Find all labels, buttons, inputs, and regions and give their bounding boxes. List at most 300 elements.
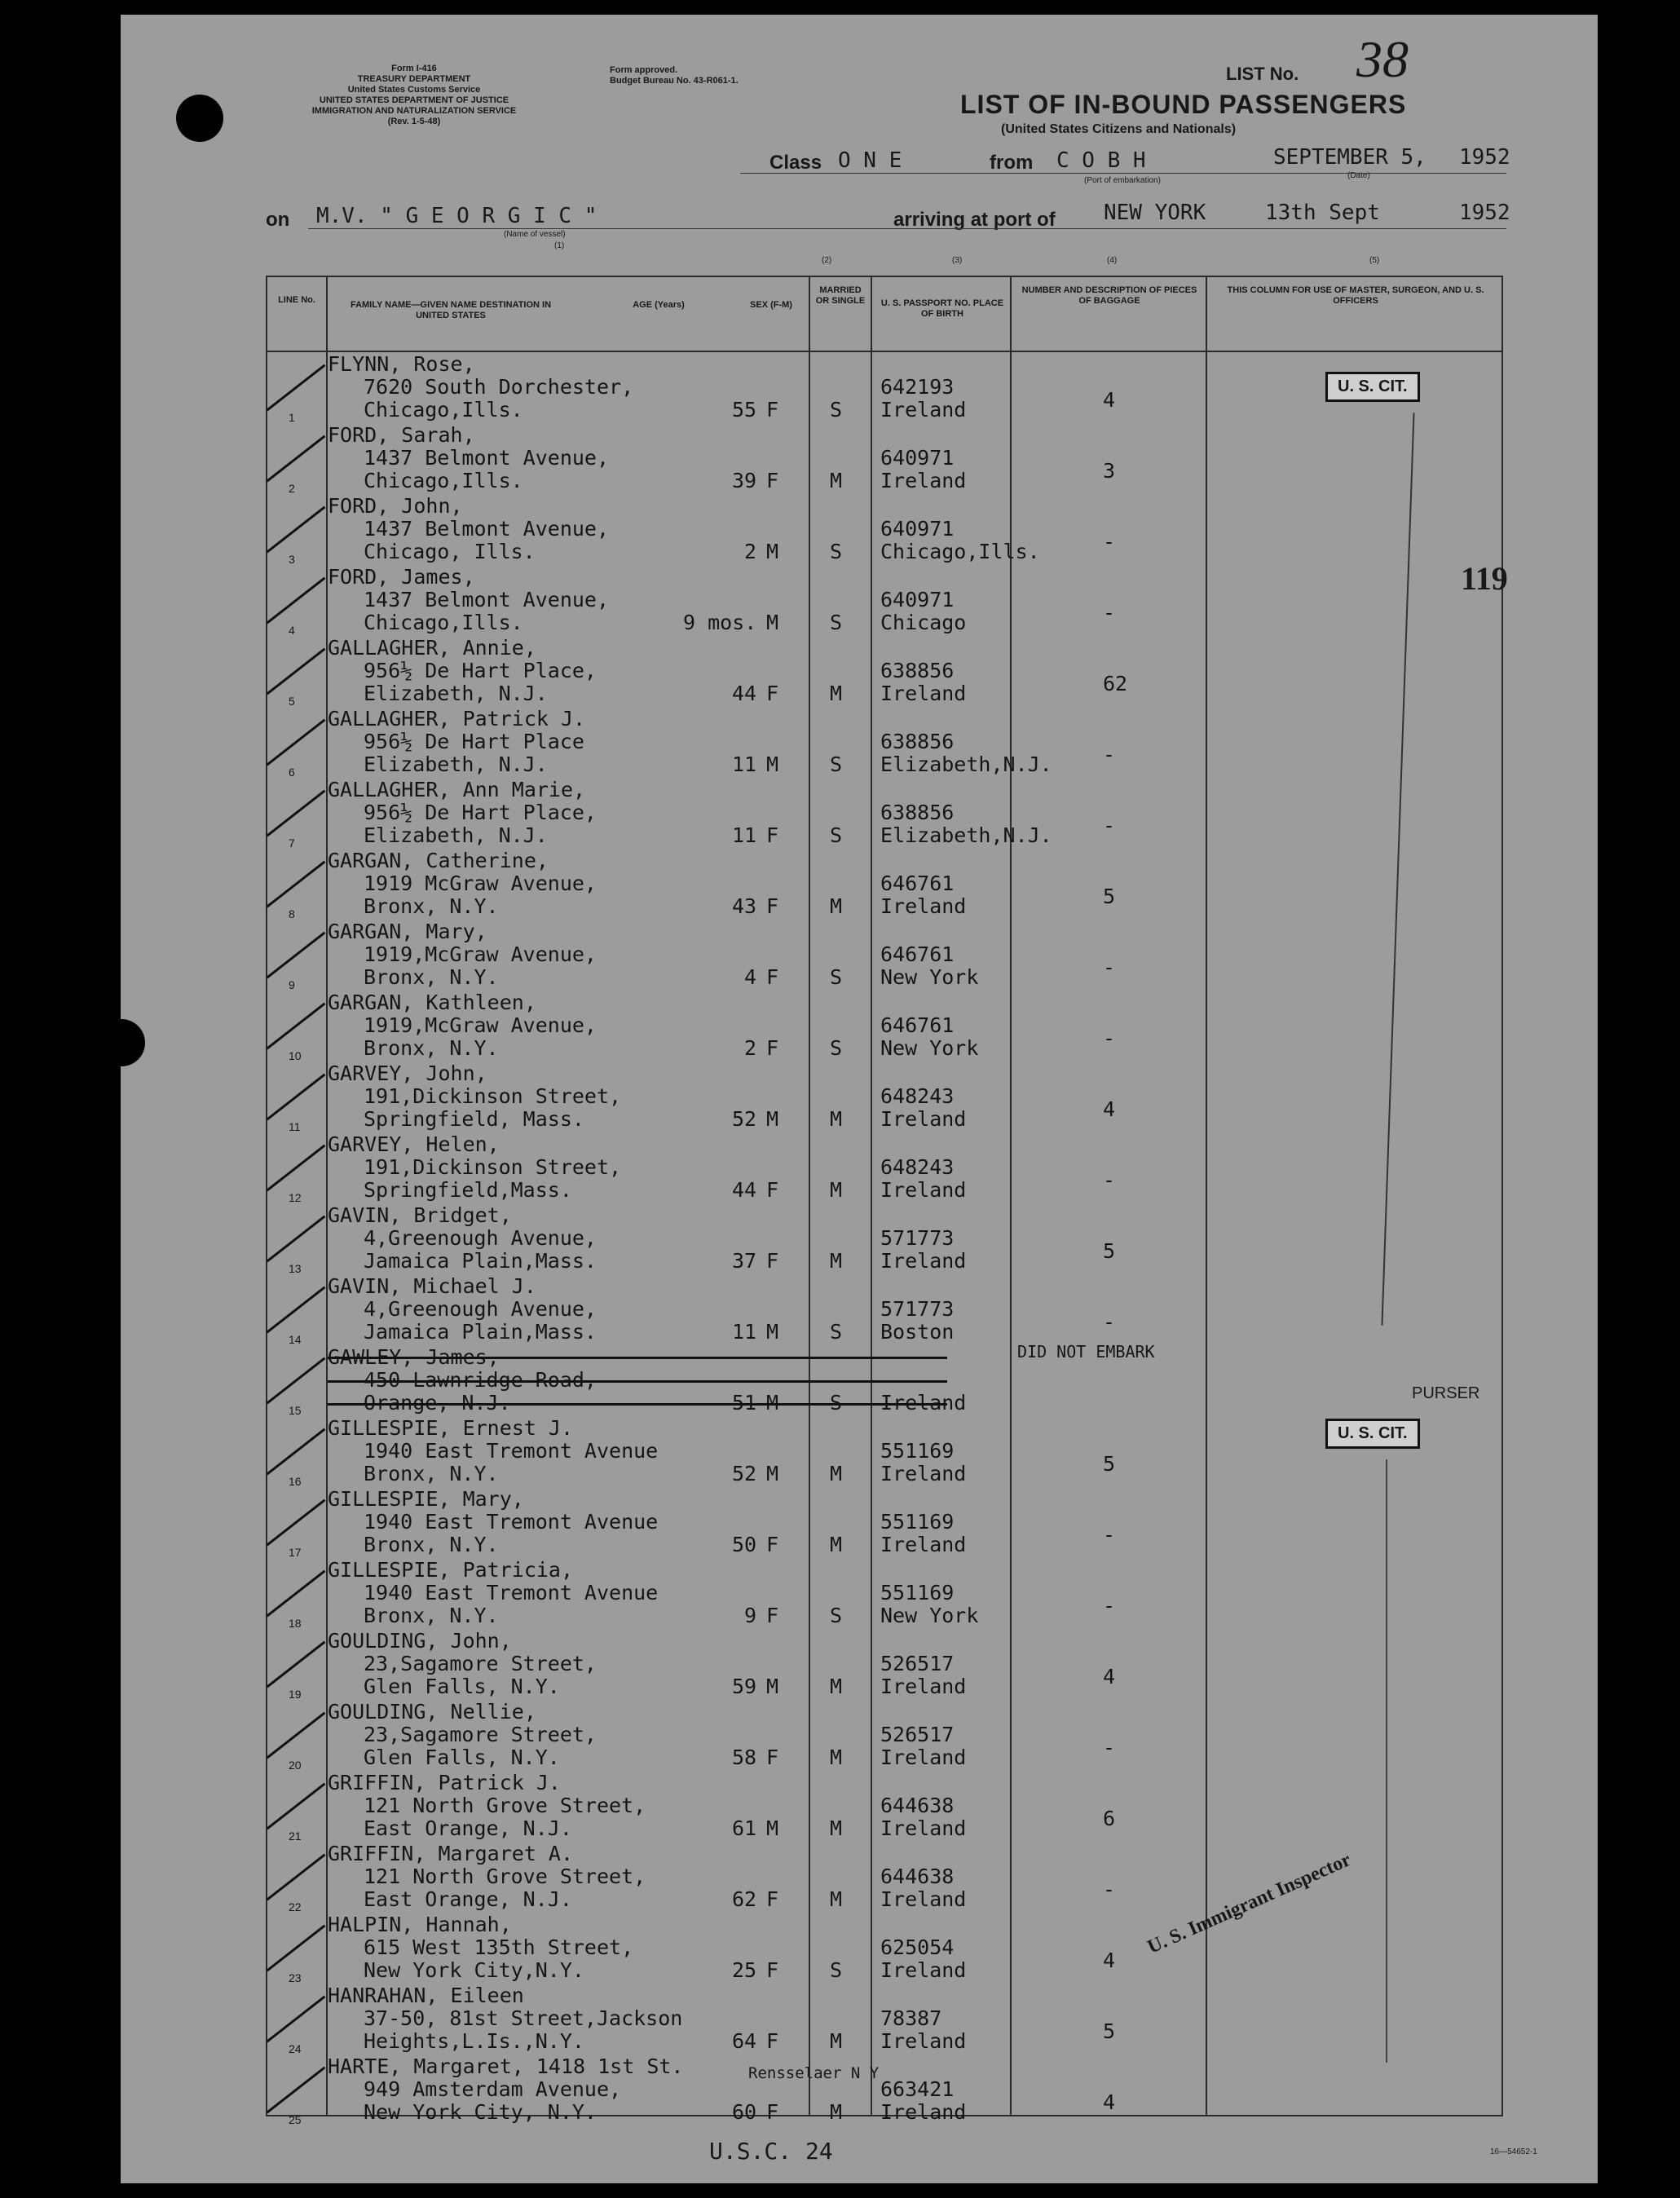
passenger-name: GOULDING, Nellie, (328, 1700, 536, 1724)
purser-label: PURSER (1412, 1384, 1480, 1402)
header-officers: THIS COLUMN FOR USE OF MASTER, SURGEON, AND U. S. OFFICERS (1227, 285, 1484, 306)
table-row (267, 2055, 1505, 2125)
departure-year: 1952 (1459, 145, 1510, 170)
footer-code: U.S.C. 24 (709, 2138, 833, 2165)
passenger-age: 9 mos. (683, 611, 757, 634)
baggage-count: 4 (1103, 2090, 1116, 2114)
place-of-birth: Ireland (880, 469, 967, 492)
list-number: 38 (1356, 30, 1409, 88)
line-number: 5 (289, 695, 295, 708)
table-row (267, 1487, 1505, 1558)
place-of-birth: Boston (880, 1320, 955, 1344)
line-number: 21 (289, 1829, 302, 1843)
passenger-city: New York City, N.Y. (364, 2100, 597, 2124)
passenger-name: HARTE, Margaret, 1418 1st St. (328, 2055, 684, 2078)
passenger-city: Jamaica Plain,Mass. (364, 1320, 597, 1344)
passenger-sex: F (766, 965, 779, 989)
vessel-line-rule (308, 228, 1506, 229)
line-number: 20 (289, 1759, 302, 1772)
table-row (267, 1984, 1505, 2055)
check-mark (267, 1216, 326, 1263)
passenger-name: FORD, James, (328, 565, 475, 589)
header-passport: U. S. PASSPORT NO. PLACE OF BIRTH (880, 298, 1004, 319)
baggage-count: - (1103, 530, 1116, 554)
form-revision: (Rev. 1-5-48) (387, 117, 441, 126)
passport-number: 640971 (880, 446, 955, 470)
place-of-birth: New York (880, 965, 979, 989)
passenger-sex: F (766, 894, 779, 918)
baggage-count: - (1103, 743, 1116, 766)
table-row (267, 1416, 1505, 1487)
line-number: 18 (289, 1617, 302, 1630)
marital-status: M (830, 1887, 843, 1911)
place-of-birth: Ireland (880, 1249, 967, 1273)
passenger-city: Bronx, N.Y. (364, 894, 499, 918)
passenger-address: 1940 East Tremont Avenue (364, 1439, 659, 1463)
line-number: 24 (289, 2042, 302, 2055)
passenger-city: Glen Falls, N.Y. (364, 1675, 560, 1698)
marital-status: M (830, 1462, 843, 1485)
place-of-birth: Ireland (880, 894, 967, 918)
place-of-birth: Ireland (880, 1462, 967, 1485)
check-mark (267, 506, 326, 554)
port-of-embarkation: C O B H (1056, 148, 1146, 173)
passenger-name: GALLAGHER, Annie, (328, 636, 536, 660)
passenger-sex: F (766, 2029, 779, 2053)
place-of-birth: Chicago (880, 611, 967, 634)
line-number: 16 (289, 1475, 302, 1488)
table-row (267, 423, 1505, 494)
header-line-no: LINE No. (278, 295, 315, 305)
on-label: on (266, 209, 290, 231)
baggage-count: 5 (1103, 1452, 1116, 1476)
check-mark (267, 790, 326, 837)
marital-status: M (830, 1675, 843, 1698)
passenger-sex: M (766, 1462, 779, 1485)
passenger-age: 59 (732, 1675, 757, 1698)
passenger-city: Bronx, N.Y. (364, 1604, 499, 1627)
passenger-address: 1919,McGraw Avenue, (364, 1013, 597, 1037)
passenger-name: HALPIN, Hannah, (328, 1913, 512, 1936)
baggage-count: DID NOT EMBARK (1017, 1342, 1155, 1362)
passenger-sex: M (766, 1107, 779, 1131)
passenger-count: 119 (1461, 560, 1508, 597)
passenger-age: 50 (732, 1533, 757, 1556)
place-of-birth: Ireland (880, 398, 967, 422)
passenger-city: Elizabeth, N.J. (364, 753, 548, 776)
baggage-count: 4 (1103, 1949, 1116, 1972)
passenger-city: Chicago,Ills. (364, 611, 523, 634)
passenger-address: 1919,McGraw Avenue, (364, 942, 597, 966)
passenger-age: 61 (732, 1816, 757, 1840)
line-number: 10 (289, 1049, 302, 1062)
line-number: 2 (289, 482, 295, 495)
treasury-department: TREASURY DEPARTMENT (357, 74, 471, 84)
passenger-name: GARVEY, John, (328, 1061, 487, 1085)
check-mark (267, 861, 326, 908)
table-row (267, 1558, 1505, 1629)
passenger-address: 615 West 135th Street, (364, 1935, 634, 1959)
passenger-address: 1940 East Tremont Avenue (364, 1510, 659, 1534)
passenger-address: 4,Greenough Avenue, (364, 1226, 597, 1250)
line-number: 22 (289, 1900, 302, 1913)
check-mark (267, 1854, 326, 1901)
marital-status: S (830, 753, 843, 776)
place-of-birth: Chicago,Ills. (880, 540, 1040, 563)
marital-status: M (830, 682, 843, 705)
passenger-age: 4 (744, 965, 757, 989)
header-sex: SEX (F-M) (750, 300, 792, 310)
baggage-count: 5 (1103, 885, 1116, 908)
check-mark (267, 1428, 326, 1476)
form-approval (610, 65, 739, 86)
check-mark (267, 1996, 326, 2043)
passenger-sex: M (766, 1675, 779, 1698)
check-mark (267, 932, 326, 979)
marital-status: S (830, 1320, 843, 1344)
stamp-line (1386, 1459, 1387, 2063)
citizen-stamp: U. S. CIT. (1325, 372, 1420, 402)
place-of-birth: Ireland (880, 682, 967, 705)
baggage-count: 3 (1103, 459, 1116, 483)
passport-number: 644638 (880, 1794, 955, 1817)
page-subtitle: (United States Citizens and Nationals) (1001, 122, 1237, 136)
form-code: 16—54652-1 (1490, 2147, 1537, 2156)
passenger-sex: M (766, 1320, 779, 1344)
passenger-sex: F (766, 1533, 779, 1556)
line-number: 11 (289, 1120, 301, 1133)
port-caption: (Port of embarkation) (1084, 176, 1161, 185)
marital-status: M (830, 894, 843, 918)
passport-number: 571773 (880, 1297, 955, 1321)
citizen-stamp: U. S. CIT. (1325, 1419, 1420, 1449)
passenger-age: 58 (732, 1746, 757, 1769)
place-of-birth: Ireland (880, 2100, 967, 2124)
passenger-age: 37 (732, 1249, 757, 1273)
check-mark (267, 364, 326, 412)
marital-status: M (830, 1533, 843, 1556)
passenger-age: 39 (732, 469, 757, 492)
passenger-age: 60 (732, 2100, 757, 2124)
line-number: 17 (289, 1546, 302, 1559)
line-number: 3 (289, 553, 295, 566)
passenger-city: Bronx, N.Y. (364, 965, 499, 989)
passenger-sex: F (766, 1249, 779, 1273)
baggage-count: - (1103, 814, 1116, 837)
class-line-rule (740, 173, 1506, 174)
passenger-address: 191,Dickinson Street, (364, 1155, 622, 1179)
immigrant-inspector-stamp: U. S. Immigrant Inspector (1144, 1849, 1355, 1958)
passenger-age: 52 (732, 1107, 757, 1131)
baggage-count: - (1103, 1736, 1116, 1759)
justice-department: UNITED STATES DEPARTMENT OF JUSTICE (319, 95, 509, 105)
passport-number: 571773 (880, 1226, 955, 1250)
table-row (267, 1132, 1505, 1203)
table-row (267, 636, 1505, 707)
class-value: O N E (838, 148, 902, 173)
punch-hole (176, 95, 223, 142)
check-mark (267, 577, 326, 625)
passenger-sex: F (766, 1958, 779, 1982)
passenger-name: GARGAN, Mary, (328, 920, 487, 943)
check-mark (267, 1712, 326, 1759)
column-1-number: (1) (554, 241, 565, 250)
date-caption: (Date) (1347, 171, 1370, 180)
passenger-address: 4,Greenough Avenue, (364, 1297, 597, 1321)
check-mark (267, 1357, 326, 1405)
passenger-sex: F (766, 1178, 779, 1202)
place-of-birth: Ireland (880, 1391, 967, 1415)
passenger-name: GARGAN, Kathleen, (328, 991, 536, 1014)
passenger-sex: F (766, 1604, 779, 1627)
passenger-city: Heights,L.Is.,N.Y. (364, 2029, 584, 2053)
passport-number: 551169 (880, 1439, 955, 1463)
rensselaer-note: Rensselaer N Y (748, 2064, 880, 2082)
passenger-address: 1437 Belmont Avenue, (364, 446, 610, 470)
passport-number: 526517 (880, 1723, 955, 1746)
passenger-sex: F (766, 2100, 779, 2124)
header-baggage: NUMBER AND DESCRIPTION OF PIECES OF BAGGAGE (1021, 285, 1197, 306)
table-row (267, 494, 1505, 565)
passenger-sex: F (766, 682, 779, 705)
header-age: AGE (Years) (633, 300, 685, 310)
check-mark (267, 1287, 326, 1334)
baggage-count: - (1103, 1168, 1116, 1192)
marital-status: M (830, 1746, 843, 1769)
line-number: 6 (289, 766, 295, 779)
form-header-left (292, 64, 536, 127)
baggage-count: - (1103, 1310, 1116, 1334)
baggage-count: 4 (1103, 1665, 1116, 1688)
line-number: 19 (289, 1688, 302, 1701)
passport-number: 526517 (880, 1652, 955, 1675)
passenger-city: East Orange, N.J. (364, 1816, 572, 1840)
line-number: 13 (289, 1262, 302, 1275)
arrival-year: 1952 (1459, 201, 1510, 225)
arriving-label: arriving at port of (893, 209, 1056, 231)
marital-status: S (830, 965, 843, 989)
passenger-sex: F (766, 1746, 779, 1769)
passport-number: 625054 (880, 1935, 955, 1959)
marital-status: S (830, 398, 843, 422)
place-of-birth: Ireland (880, 1958, 967, 1982)
check-mark (267, 1499, 326, 1547)
strike-through (328, 1357, 947, 1359)
table-row (267, 1771, 1505, 1842)
baggage-count: - (1103, 1594, 1116, 1618)
passenger-sex: M (766, 1816, 779, 1840)
passenger-city: Bronx, N.Y. (364, 1533, 499, 1556)
passport-number: 644638 (880, 1865, 955, 1888)
marital-status: M (830, 2100, 843, 2124)
marital-status: M (830, 1249, 843, 1273)
check-mark (267, 2067, 326, 2114)
passenger-city: Bronx, N.Y. (364, 1036, 499, 1060)
baggage-count: 6 (1103, 1807, 1116, 1830)
header-married: MARRIED OR SINGLE (815, 285, 866, 306)
column-5-number: (5) (1369, 256, 1380, 265)
table-row (267, 1913, 1505, 1984)
check-mark (267, 1003, 326, 1050)
arrival-port: NEW YORK (1104, 201, 1206, 225)
passenger-city: Elizabeth, N.J. (364, 682, 548, 705)
baggage-count: 5 (1103, 1239, 1116, 1263)
header-name: FAMILY NAME—GIVEN NAME DESTINATION IN UNITED STATES (350, 300, 552, 320)
place-of-birth: New York (880, 1604, 979, 1627)
passport-number: 640971 (880, 517, 955, 541)
passenger-name: GAWLEY, James, (328, 1345, 500, 1369)
line-number: 1 (289, 411, 295, 424)
passenger-age: 43 (732, 894, 757, 918)
passenger-age: 2 (744, 540, 757, 563)
check-mark (267, 1783, 326, 1830)
baggage-count: 62 (1103, 672, 1128, 695)
passenger-address: 1940 East Tremont Avenue (364, 1581, 659, 1604)
place-of-birth: New York (880, 1036, 979, 1060)
from-label: from (990, 152, 1034, 174)
passenger-sex: M (766, 1391, 779, 1415)
strike-through (328, 1380, 947, 1383)
table-row (267, 1342, 1505, 1417)
passenger-age: 44 (732, 1178, 757, 1202)
passenger-city: Chicago,Ills. (364, 469, 523, 492)
passport-number: 642193 (880, 375, 955, 399)
baggage-count: - (1103, 956, 1116, 979)
passenger-age: 11 (732, 1320, 757, 1344)
passenger-age: 51 (732, 1391, 757, 1415)
vessel-caption: (Name of vessel) (504, 230, 566, 239)
passenger-age: 62 (732, 1887, 757, 1911)
passenger-age: 11 (732, 753, 757, 776)
line-number: 7 (289, 836, 295, 850)
passenger-name: GALLAGHER, Ann Marie, (328, 778, 586, 801)
departure-date: SEPTEMBER 5, (1273, 145, 1426, 170)
document-sheet (121, 15, 1598, 2183)
passenger-name: FLYNN, Rose, (328, 352, 475, 376)
line-number: 14 (289, 1333, 302, 1346)
passenger-name: HANRAHAN, Eileen (328, 1984, 524, 2007)
line-number: 15 (289, 1404, 302, 1417)
marital-status: S (830, 823, 843, 847)
passenger-address: 956½ De Hart Place, (364, 801, 597, 824)
baggage-count: - (1103, 1878, 1116, 1901)
line-number: 8 (289, 907, 295, 920)
baggage-count: - (1103, 1026, 1116, 1050)
passenger-sex: F (766, 823, 779, 847)
marital-status: S (830, 1604, 843, 1627)
form-approved: Form approved. (610, 65, 678, 75)
passenger-table (266, 276, 1503, 2126)
passenger-name: GILLESPIE, Patricia, (328, 1558, 574, 1582)
passenger-name: GAVIN, Bridget, (328, 1203, 512, 1227)
check-mark (267, 1925, 326, 1972)
table-row (267, 1203, 1505, 1274)
passenger-sex: M (766, 753, 779, 776)
marital-status: S (830, 1391, 843, 1415)
passenger-name: GOULDING, John, (328, 1629, 512, 1653)
check-mark (267, 1570, 326, 1618)
passport-number: 640971 (880, 588, 955, 611)
place-of-birth: Ireland (880, 1107, 967, 1131)
passenger-address: 450 Lawnridge Road, (364, 1368, 597, 1392)
table-row (267, 1700, 1505, 1771)
passenger-city: Springfield,Mass. (364, 1178, 572, 1202)
marital-status: M (830, 1107, 843, 1131)
passenger-name: GRIFFIN, Margaret A. (328, 1842, 574, 1865)
passenger-address: 37-50, 81st Street,Jackson (364, 2006, 683, 2030)
place-of-birth: Ireland (880, 1533, 967, 1556)
table-row (267, 565, 1505, 636)
line-number: 4 (289, 624, 295, 637)
place-of-birth: Ireland (880, 1675, 967, 1698)
passenger-city: Springfield, Mass. (364, 1107, 584, 1131)
vessel-name: M.V. " G E O R G I C " (316, 204, 597, 228)
line-number: 23 (289, 1971, 302, 1984)
class-label: Class (769, 152, 822, 174)
budget-bureau: Budget Bureau No. 43-R061-1. (610, 76, 739, 86)
passenger-city: Chicago, Ills. (364, 540, 536, 563)
passenger-name: GALLAGHER, Patrick J. (328, 707, 586, 730)
check-mark (267, 648, 326, 695)
check-mark (267, 1074, 326, 1121)
check-mark (267, 719, 326, 766)
punch-hole (98, 1019, 145, 1066)
place-of-birth: Elizabeth,N.J. (880, 753, 1052, 776)
line-number: 25 (289, 2113, 302, 2126)
form-number: Form I-416 (391, 64, 437, 73)
passenger-city: Chicago,Ills. (364, 398, 523, 422)
passport-number: 648243 (880, 1084, 955, 1108)
column-4-number: (4) (1107, 256, 1118, 265)
passenger-city: Orange, N.J. (364, 1391, 511, 1415)
passenger-sex: M (766, 611, 779, 634)
place-of-birth: Ireland (880, 1887, 967, 1911)
table-row (267, 920, 1505, 991)
passenger-address: 956½ De Hart Place, (364, 659, 597, 682)
baggage-count: - (1103, 601, 1116, 625)
passport-number: 551169 (880, 1581, 955, 1604)
passenger-sex: F (766, 1036, 779, 1060)
passport-number: 648243 (880, 1155, 955, 1179)
passenger-address: 23,Sagamore Street, (364, 1652, 597, 1675)
customs-service: United States Customs Service (347, 85, 481, 95)
column-3-number: (3) (952, 256, 963, 265)
passenger-address: 949 Amsterdam Avenue, (364, 2077, 622, 2101)
table-row (267, 849, 1505, 920)
passport-number: 638856 (880, 730, 955, 753)
table-row (267, 991, 1505, 1061)
page-title: LIST OF IN-BOUND PASSENGERS (960, 90, 1407, 119)
passenger-address: 23,Sagamore Street, (364, 1723, 597, 1746)
passport-number: 551169 (880, 1510, 955, 1534)
passenger-address: 191,Dickinson Street, (364, 1084, 622, 1108)
passport-number: 638856 (880, 659, 955, 682)
passenger-city: Jamaica Plain,Mass. (364, 1249, 597, 1273)
place-of-birth: Ireland (880, 1178, 967, 1202)
passenger-address: 121 North Grove Street, (364, 1865, 646, 1888)
passenger-address: 1919 McGraw Avenue, (364, 872, 597, 895)
passenger-age: 25 (732, 1958, 757, 1982)
passenger-age: 52 (732, 1462, 757, 1485)
passenger-address: 121 North Grove Street, (364, 1794, 646, 1817)
baggage-count: 4 (1103, 388, 1116, 412)
passenger-age: 11 (732, 823, 757, 847)
passenger-address: 956½ De Hart Place (364, 730, 584, 753)
place-of-birth: Elizabeth,N.J. (880, 823, 1052, 847)
passenger-address: 1437 Belmont Avenue, (364, 588, 610, 611)
passenger-city: Elizabeth, N.J. (364, 823, 548, 847)
passenger-sex: F (766, 398, 779, 422)
